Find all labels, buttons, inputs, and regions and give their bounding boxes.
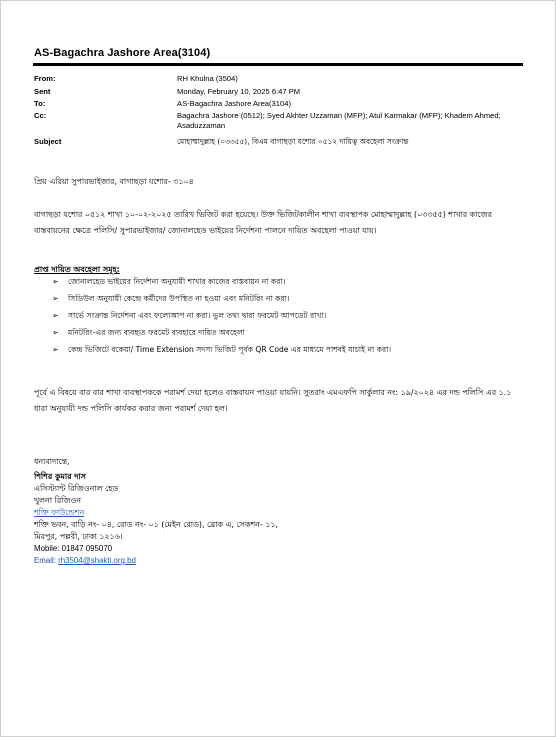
list-item-text: সার্ভে সংক্রান্ত নির্দেশনা এবং ফলোআপ না করা। ভুল তথ্য দ্বারা ফরমেট আপডেট রাখা।	[68, 311, 327, 320]
list-item	[34, 341, 522, 358]
list-heading: প্রাপ্ত দায়িত অবহেলা সমূহ:	[34, 265, 120, 274]
to-label: To:	[34, 99, 46, 108]
page-title: AS-Bagachra Jashore Area(3104)	[34, 47, 211, 59]
from-label: From:	[34, 74, 56, 83]
subject-label: Subject	[34, 137, 62, 146]
list-item	[34, 273, 522, 290]
paragraph-1: বাগাছড়া যশোর ০৫১২ শাখা ১০-০২-২০২৫ তারিখ ভিজিট করা হয়েছে। উক্ত ভিজিটকালীন শাখা ব্যবস্থাপক মোহাম্মাদুল্লাহ (০৩৩৫৫) শাখার কাজের বাস্তবায়নের ক্ষেত্রে পলিসি/ সুপারভাইজার/ জোনালহেড ভাইয়ের নির্দেশনা পালনে দায়িত অবহেলা পাওয়া যায়।	[34, 210, 492, 235]
header-divider	[33, 63, 523, 66]
subject-value: মোহাম্মাদুল্লাহ (০৩৩৫৫), বিএম বাগাছড়া যশোর ০৫১২ দায়িত্ব অবহেলা সংক্রান্ত	[177, 137, 409, 146]
email-label: Email:	[34, 556, 59, 565]
sender-designation: এসিস্ট্যান্ট রিজিওনাল হেড	[34, 484, 119, 493]
list-item	[34, 324, 522, 341]
sender-region: খুলনা রিজিওন	[34, 496, 81, 505]
sent-label: Sent	[34, 87, 51, 96]
address-line-1: শক্তি ভবন, বাড়ি নং- ০৪, রোড নং- ০১ (মেইন রোড), ব্লোক এ, সেকশন- ১১,	[34, 520, 278, 529]
list-item-text: মনিটরিং-এর জন্য ব্যবহৃত ফরমেট ব্যবহারে দায়িত অবহেলা	[68, 328, 245, 337]
to-value: AS-Bagachra Jashore Area(3104)	[177, 99, 291, 108]
arrow-bullet-icon: ➢	[52, 311, 59, 320]
address-line-2: মিরপুর, পল্লবী, ঢাকা ১২১৬।	[34, 532, 123, 541]
arrow-bullet-icon: ➢	[52, 294, 59, 303]
arrow-bullet-icon: ➢	[52, 345, 59, 354]
list-item-text: কেন্দ্র ভিজিটে বকেয়া/ Time Extension সদস্য ভিজিট পূর্বক QR Code এর মাধ্যমে পাশবই যাচাই না করা।	[68, 345, 392, 354]
cc-label: Cc:	[34, 111, 47, 120]
arrow-bullet-icon: ➢	[52, 328, 59, 337]
sent-value: Monday, February 10, 2025 6:47 PM	[177, 87, 301, 96]
sender-name: শিশির কুমার দাস	[34, 472, 86, 481]
list-item-text: সিডিউল অনুযায়ী কেন্দ্রে কর্মীদের উপস্থিত না হওয়া এবং মনিটরিং না করা।	[68, 294, 290, 303]
cc-value: Bagachra Jashore (0512); Syed Akhter Uzzaman (MFP); Atul Karmakar (MFP); Khadem Ahmed; Asaduzzaman	[177, 111, 501, 130]
arrow-bullet-icon: ➢	[52, 277, 59, 286]
greeting: প্রিয় এরিয়া সুপারভাইজার, বাগাছড়া যশোর- ৩১০৪	[34, 177, 194, 186]
mobile-number: Mobile: 01847 095070	[34, 544, 113, 553]
signature-block	[34, 456, 278, 567]
from-value: RH Khulna (3504)	[177, 74, 238, 83]
list-item	[34, 307, 522, 324]
email-link[interactable]: rh3504@shakti.org.bd	[58, 556, 136, 565]
signoff: ধন্যবাদান্তে,	[34, 457, 70, 466]
list-item-text: জোনালহেড ভাইয়ের নির্দেশনা অনুযায়ী শাখার কাজের বাস্তবায়ন না করা।	[68, 277, 286, 286]
list-item	[34, 290, 522, 307]
paragraph-2: পূর্বে এ বিষয়ে বার বার শাখা ব্যবস্থাপককে পরামর্শ দেয়া হলেও বাস্তবায়ন পাওয়া যায়নি। সুতরাং এমএফপি সার্কুলার নং: ১৯/২০২৪ এর দন্ড পলিসি এর ১.১ ধারা অনুযায়ী দন্ড পলিসি কার্যকর করার জন্য পরামর্শ দেয়া হল।	[34, 388, 512, 413]
negligence-list	[34, 273, 522, 358]
organization-link[interactable]: শক্তি ফাউন্ডেশন	[34, 508, 85, 517]
